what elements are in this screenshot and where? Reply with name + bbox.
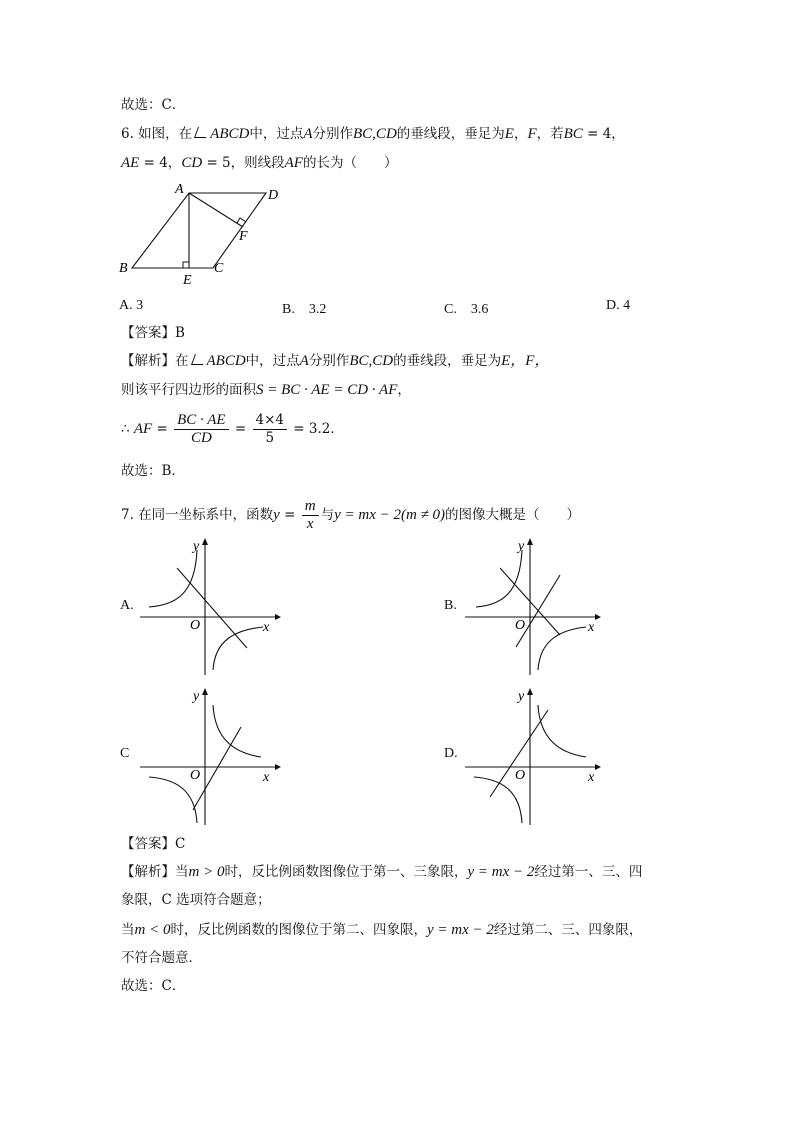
- hyperbola-branch-4: [538, 627, 586, 670]
- therefore-symbol: ∴: [121, 421, 130, 437]
- q6-stem-text: 分别作: [312, 126, 354, 142]
- q6-stem-line-1: [121, 124, 625, 144]
- q6-analysis-text: 【解析】在: [121, 353, 189, 369]
- q7-linear-function: y = mx − 2: [467, 864, 535, 880]
- q6-point-e: E: [504, 126, 514, 142]
- fraction-denominator: x: [306, 516, 314, 532]
- right-angle-mark-e: [183, 262, 189, 268]
- hyperbola-branch-2: [149, 550, 197, 607]
- q7-graph-c[interactable]: [135, 685, 285, 830]
- origin-label: O: [515, 768, 526, 783]
- q7-analysis-text: 时，反比例函数的图像位于第二、四象限，: [170, 922, 427, 938]
- parallelogram-symbol-icon: [194, 127, 210, 138]
- q6-parallelogram-name: ABCD: [210, 126, 250, 142]
- y-axis-arrow-icon: [527, 538, 533, 545]
- q6-analysis-line-1: [121, 351, 549, 371]
- equals-sign: =: [230, 421, 251, 437]
- q7-linear-function: y = mx − 2(m ≠ 0): [334, 507, 446, 523]
- q6-stem-text: 的垂线段，垂足为: [396, 126, 505, 142]
- q7-option-a-label[interactable]: A.: [120, 598, 134, 613]
- origin-label: O: [190, 618, 201, 633]
- q6-cd: CD: [181, 155, 203, 171]
- q7-analysis-text: 经过第二、三、四象限，: [493, 922, 643, 938]
- q6-analysis-text: 中，过点: [245, 353, 300, 369]
- x-axis-arrow-icon: [595, 764, 601, 770]
- fraction-bc-ae-over-cd: [174, 412, 228, 447]
- hyperbola-branch-1: [213, 705, 261, 757]
- q7-graph-d[interactable]: [460, 685, 610, 830]
- q6-answer: 【答案】B: [121, 325, 185, 341]
- altitude-af: [189, 193, 243, 227]
- q6-stem-text: = 5，则线段: [202, 155, 285, 171]
- q7-analysis-line-4: 不符合题意．: [121, 950, 202, 966]
- q6-stem-text: 6. 如图，在: [121, 126, 193, 142]
- q6-analysis-line-3: [121, 412, 344, 447]
- q6-segments: BC,CD: [353, 126, 397, 142]
- fraction-numerator: m: [302, 498, 319, 516]
- label-a: A: [175, 182, 184, 197]
- q6-parallelogram-name: ABCD: [206, 353, 246, 369]
- x-axis-label: x: [588, 770, 595, 785]
- q7-conclusion: 故选：C．: [121, 978, 186, 994]
- fraction-denominator: CD: [190, 430, 212, 446]
- q6-stem-text: = 4，: [582, 126, 625, 142]
- right-angle-mark-f: [237, 218, 246, 223]
- q6-option-a[interactable]: A. 3: [119, 298, 144, 313]
- q6-af: AF: [133, 421, 153, 437]
- q6-feet: E，F，: [501, 353, 550, 369]
- q7-analysis-text: 经过第一、三、四: [534, 864, 643, 880]
- q7-analysis-line-2: 象限，C 选项符合题意；: [121, 892, 271, 908]
- q7-linear-function: y = mx − 2: [426, 922, 494, 938]
- x-axis-arrow-icon: [595, 614, 601, 620]
- q7-analysis-text: 【解析】当: [121, 864, 189, 880]
- label-e: E: [183, 273, 192, 288]
- q6-stem-text: = 4，: [139, 155, 182, 171]
- q7-analysis-text: 当: [121, 922, 135, 938]
- label-c: C: [214, 261, 224, 276]
- q7-graph-b[interactable]: [460, 535, 610, 680]
- fraction-4x4-over-5: [253, 412, 288, 447]
- q6-point-a: A: [299, 353, 309, 369]
- q6-option-b[interactable]: B. 3.2: [282, 302, 327, 317]
- q6-bc: BC: [563, 126, 583, 142]
- q5-conclusion: 故选：C．: [121, 97, 186, 113]
- y-axis-arrow-icon: [202, 538, 208, 545]
- y-axis-label: y: [193, 689, 200, 704]
- hyperbola-branch-2: [476, 550, 522, 607]
- label-d: D: [268, 188, 279, 203]
- fraction-numerator: BC · AE: [174, 412, 228, 430]
- q7-option-d-label[interactable]: D.: [444, 746, 458, 761]
- q7-answer: 【答案】C: [121, 836, 186, 852]
- x-axis-arrow-icon: [275, 614, 281, 620]
- y-axis-arrow-icon: [527, 688, 533, 695]
- parallelogram-symbol-icon: [190, 354, 206, 365]
- q7-stem-text: 与: [320, 507, 335, 523]
- hyperbola-branch-1: [538, 705, 586, 757]
- q6-result: = 3.2．: [289, 421, 344, 437]
- q6-analysis-line-2: [121, 380, 411, 400]
- q6-ae: AE: [121, 155, 140, 171]
- q6-segments: BC,CD: [349, 353, 394, 369]
- hyperbola-branch-3: [149, 777, 197, 823]
- q6-conclusion: 故选：B．: [121, 463, 185, 479]
- x-axis-label: x: [588, 620, 595, 635]
- fraction-numerator: 4×4: [253, 412, 288, 430]
- q7-stem-text: 的图像大概是（ ）: [445, 507, 581, 523]
- equals-sign: =: [279, 507, 300, 523]
- fraction-denominator: 5: [265, 430, 275, 446]
- x-axis-arrow-icon: [275, 764, 281, 770]
- y-axis-label: y: [518, 539, 525, 554]
- q6-option-c[interactable]: C. 3.6: [444, 302, 489, 317]
- linear-function-line: [490, 710, 548, 797]
- q6-point-a: A: [303, 126, 313, 142]
- q7-option-b-label[interactable]: B.: [444, 598, 457, 613]
- q6-analysis-text: 的垂线段，垂足为: [393, 353, 502, 369]
- q6-stem-line-2: [121, 153, 397, 173]
- hyperbola-branch-4: [213, 627, 263, 670]
- q7-y: y: [273, 507, 280, 523]
- q7-analysis-text: 时，反比例函数图像位于第一、三象限，: [224, 864, 468, 880]
- q6-af: AF: [284, 155, 303, 171]
- q7-stem: [121, 498, 580, 533]
- q6-option-d[interactable]: D. 4: [606, 298, 631, 313]
- q7-stem-text: 7. 在同一坐标系中，函数: [121, 507, 274, 523]
- q6-stem-text: 中，过点: [249, 126, 304, 142]
- origin-label: O: [515, 618, 526, 633]
- linear-function-line: [193, 727, 241, 810]
- origin-label: O: [190, 768, 201, 783]
- x-axis-label: x: [263, 620, 270, 635]
- linear-function-line: [177, 568, 247, 648]
- fraction-m-over-x: [302, 498, 319, 533]
- q6-stem-text: 的长为（ ）: [302, 155, 398, 171]
- linear-function-line-increasing: [516, 575, 560, 647]
- q6-analysis-text: ，: [397, 382, 411, 398]
- y-axis-label: y: [518, 689, 525, 704]
- y-axis-arrow-icon: [202, 688, 208, 695]
- equals-sign: =: [152, 421, 173, 437]
- q7-graph-a[interactable]: [135, 535, 285, 680]
- q6-analysis-text: 分别作: [308, 353, 350, 369]
- hyperbola-branch-3: [474, 777, 522, 823]
- q7-analysis-line-1: [121, 862, 642, 882]
- q6-stem-text: ，: [513, 126, 528, 142]
- q7-condition: m > 0: [188, 864, 225, 880]
- q6-area-formula: S = BC · AE = CD · AF: [256, 382, 398, 398]
- q6-point-f: F: [527, 126, 537, 142]
- q7-condition: m < 0: [134, 922, 171, 938]
- label-b: B: [119, 261, 128, 276]
- y-axis-label: y: [193, 539, 200, 554]
- q7-option-c-label[interactable]: C: [120, 746, 130, 761]
- parallelogram-figure: [115, 180, 290, 290]
- x-axis-label: x: [263, 770, 270, 785]
- label-f: F: [239, 229, 248, 244]
- q6-analysis-text: 则该平行四边形的面积: [121, 382, 256, 398]
- q6-stem-text: ，若: [536, 126, 564, 142]
- q7-analysis-line-3: [121, 920, 642, 940]
